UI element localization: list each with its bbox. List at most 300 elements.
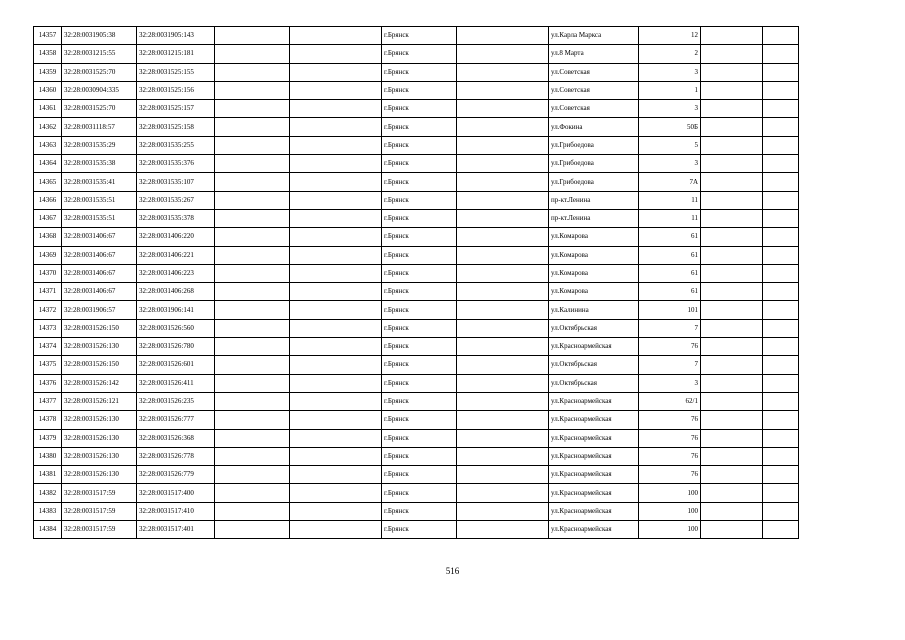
city-name: г.Брянск — [382, 155, 457, 173]
empty-cell — [701, 118, 763, 136]
empty-cell — [215, 319, 290, 337]
cadastral-number: 32:28:0031906:141 — [137, 301, 215, 319]
cadastral-number: 32:28:0031525:156 — [137, 81, 215, 99]
house-number: 76 — [639, 338, 701, 356]
city-name: г.Брянск — [382, 27, 457, 45]
empty-cell — [290, 100, 382, 118]
empty-cell — [215, 301, 290, 319]
row-number: 14357 — [34, 27, 62, 45]
cadastral-number: 32:28:0031526:780 — [137, 338, 215, 356]
empty-cell — [701, 45, 763, 63]
empty-cell — [215, 27, 290, 45]
table-row — [34, 136, 799, 154]
empty-cell — [215, 283, 290, 301]
table-row — [34, 484, 799, 502]
empty-cell — [457, 100, 549, 118]
cadastral-quarter: 32:28:0031535:38 — [62, 155, 137, 173]
empty-cell — [763, 338, 799, 356]
empty-cell — [763, 191, 799, 209]
empty-cell — [457, 521, 549, 539]
empty-cell — [215, 228, 290, 246]
cadastral-number: 32:28:0031215:181 — [137, 45, 215, 63]
empty-cell — [701, 521, 763, 539]
empty-cell — [215, 521, 290, 539]
cadastral-number: 32:28:0031535:378 — [137, 209, 215, 227]
empty-cell — [763, 228, 799, 246]
cadastral-quarter: 32:28:0031535:51 — [62, 191, 137, 209]
empty-cell — [290, 81, 382, 99]
empty-cell — [763, 136, 799, 154]
cadastral-number: 32:28:0031905:143 — [137, 27, 215, 45]
cadastral-quarter: 32:28:0031406:67 — [62, 246, 137, 264]
row-number: 14384 — [34, 521, 62, 539]
house-number: 1 — [639, 81, 701, 99]
empty-cell — [215, 466, 290, 484]
street-name: ул.Октябрьская — [549, 374, 639, 392]
empty-cell — [457, 27, 549, 45]
street-name: ул.Советская — [549, 81, 639, 99]
empty-cell — [701, 191, 763, 209]
street-name: ул.Комарова — [549, 264, 639, 282]
street-name: ул.Красноармейская — [549, 521, 639, 539]
empty-cell — [215, 45, 290, 63]
empty-cell — [701, 374, 763, 392]
house-number: 61 — [639, 228, 701, 246]
city-name: г.Брянск — [382, 246, 457, 264]
table-row — [34, 429, 799, 447]
street-name: ул.Красноармейская — [549, 447, 639, 465]
empty-cell — [215, 136, 290, 154]
row-number: 14370 — [34, 264, 62, 282]
house-number: 11 — [639, 209, 701, 227]
house-number: 100 — [639, 521, 701, 539]
empty-cell — [457, 118, 549, 136]
cadastral-quarter: 32:28:0031517:59 — [62, 521, 137, 539]
house-number: 101 — [639, 301, 701, 319]
empty-cell — [215, 338, 290, 356]
street-name: ул.Октябрьская — [549, 356, 639, 374]
street-name: ул.Советская — [549, 100, 639, 118]
city-name: г.Брянск — [382, 100, 457, 118]
empty-cell — [763, 246, 799, 264]
row-number: 14376 — [34, 374, 62, 392]
city-name: г.Брянск — [382, 191, 457, 209]
empty-cell — [215, 447, 290, 465]
table-row — [34, 246, 799, 264]
empty-cell — [457, 301, 549, 319]
house-number: 61 — [639, 246, 701, 264]
empty-cell — [763, 173, 799, 191]
city-name: г.Брянск — [382, 63, 457, 81]
empty-cell — [457, 63, 549, 81]
cadastral-quarter: 32:28:0031406:67 — [62, 264, 137, 282]
empty-cell — [215, 264, 290, 282]
row-number: 14373 — [34, 319, 62, 337]
house-number: 3 — [639, 100, 701, 118]
table-row — [34, 118, 799, 136]
table-row — [34, 191, 799, 209]
empty-cell — [763, 118, 799, 136]
table-row — [34, 155, 799, 173]
empty-cell — [457, 264, 549, 282]
cadastral-number: 32:28:0031526:235 — [137, 392, 215, 410]
row-number: 14383 — [34, 502, 62, 520]
city-name: г.Брянск — [382, 209, 457, 227]
city-name: г.Брянск — [382, 228, 457, 246]
row-number: 14369 — [34, 246, 62, 264]
empty-cell — [215, 411, 290, 429]
table-row — [34, 411, 799, 429]
empty-cell — [701, 209, 763, 227]
empty-cell — [215, 392, 290, 410]
row-number: 14359 — [34, 63, 62, 81]
empty-cell — [763, 209, 799, 227]
empty-cell — [701, 264, 763, 282]
cadastral-number: 32:28:0031406:221 — [137, 246, 215, 264]
house-number: 2 — [639, 45, 701, 63]
empty-cell — [290, 118, 382, 136]
city-name: г.Брянск — [382, 429, 457, 447]
empty-cell — [215, 429, 290, 447]
empty-cell — [215, 484, 290, 502]
empty-cell — [457, 246, 549, 264]
cadastral-quarter: 32:28:0031525:70 — [62, 100, 137, 118]
empty-cell — [290, 319, 382, 337]
house-number: 7 — [639, 319, 701, 337]
registry-table-body — [34, 27, 799, 539]
row-number: 14361 — [34, 100, 62, 118]
empty-cell — [457, 45, 549, 63]
empty-cell — [290, 209, 382, 227]
empty-cell — [763, 155, 799, 173]
street-name: пр-кт.Ленина — [549, 209, 639, 227]
empty-cell — [457, 209, 549, 227]
empty-cell — [701, 27, 763, 45]
cadastral-quarter: 32:28:0031526:130 — [62, 411, 137, 429]
empty-cell — [701, 411, 763, 429]
empty-cell — [763, 484, 799, 502]
row-number: 14368 — [34, 228, 62, 246]
page-number: 516 — [445, 566, 460, 576]
table-row — [34, 356, 799, 374]
empty-cell — [701, 319, 763, 337]
cadastral-number: 32:28:0031535:255 — [137, 136, 215, 154]
empty-cell — [763, 502, 799, 520]
row-number: 14371 — [34, 283, 62, 301]
street-name: ул.Красноармейская — [549, 502, 639, 520]
street-name: ул.Красноармейская — [549, 466, 639, 484]
empty-cell — [215, 356, 290, 374]
empty-cell — [215, 173, 290, 191]
table-row — [34, 27, 799, 45]
house-number: 61 — [639, 264, 701, 282]
street-name: ул.Красноармейская — [549, 429, 639, 447]
house-number: 100 — [639, 502, 701, 520]
empty-cell — [457, 429, 549, 447]
empty-cell — [290, 136, 382, 154]
city-name: г.Брянск — [382, 264, 457, 282]
city-name: г.Брянск — [382, 447, 457, 465]
empty-cell — [290, 392, 382, 410]
empty-cell — [701, 392, 763, 410]
empty-cell — [701, 81, 763, 99]
cadastral-quarter: 32:28:0031215:55 — [62, 45, 137, 63]
house-number: 50Б — [639, 118, 701, 136]
empty-cell — [290, 63, 382, 81]
cadastral-quarter: 32:28:0031906:57 — [62, 301, 137, 319]
city-name: г.Брянск — [382, 411, 457, 429]
table-row — [34, 228, 799, 246]
street-name: ул.Комарова — [549, 228, 639, 246]
empty-cell — [701, 338, 763, 356]
city-name: г.Брянск — [382, 173, 457, 191]
cadastral-number: 32:28:0031526:560 — [137, 319, 215, 337]
cadastral-number: 32:28:0031526:777 — [137, 411, 215, 429]
city-name: г.Брянск — [382, 502, 457, 520]
empty-cell — [701, 447, 763, 465]
empty-cell — [457, 283, 549, 301]
row-number: 14379 — [34, 429, 62, 447]
empty-cell — [457, 484, 549, 502]
house-number: 61 — [639, 283, 701, 301]
row-number: 14362 — [34, 118, 62, 136]
empty-cell — [215, 100, 290, 118]
empty-cell — [701, 356, 763, 374]
empty-cell — [290, 264, 382, 282]
city-name: г.Брянск — [382, 283, 457, 301]
empty-cell — [701, 484, 763, 502]
cadastral-quarter: 32:28:0031526:130 — [62, 447, 137, 465]
cadastral-quarter: 32:28:0031535:51 — [62, 209, 137, 227]
cadastral-number: 32:28:0031517:400 — [137, 484, 215, 502]
cadastral-quarter: 32:28:0031118:57 — [62, 118, 137, 136]
empty-cell — [763, 63, 799, 81]
street-name: ул.Советская — [549, 63, 639, 81]
cadastral-quarter: 32:28:0031535:29 — [62, 136, 137, 154]
city-name: г.Брянск — [382, 356, 457, 374]
cadastral-quarter: 32:28:0031406:67 — [62, 228, 137, 246]
table-row — [34, 502, 799, 520]
row-number: 14366 — [34, 191, 62, 209]
empty-cell — [290, 484, 382, 502]
house-number: 3 — [639, 374, 701, 392]
empty-cell — [701, 100, 763, 118]
empty-cell — [763, 429, 799, 447]
empty-cell — [701, 228, 763, 246]
city-name: г.Брянск — [382, 81, 457, 99]
row-number: 14360 — [34, 81, 62, 99]
row-number: 14364 — [34, 155, 62, 173]
empty-cell — [457, 502, 549, 520]
street-name: ул.Красноармейская — [549, 411, 639, 429]
empty-cell — [763, 521, 799, 539]
empty-cell — [215, 246, 290, 264]
house-number: 76 — [639, 411, 701, 429]
empty-cell — [215, 155, 290, 173]
cadastral-quarter: 32:28:0031517:59 — [62, 502, 137, 520]
cadastral-quarter: 32:28:0031526:150 — [62, 356, 137, 374]
city-name: г.Брянск — [382, 301, 457, 319]
empty-cell — [457, 155, 549, 173]
table-row — [34, 264, 799, 282]
empty-cell — [290, 411, 382, 429]
street-name: ул.Калинина — [549, 301, 639, 319]
table-row — [34, 338, 799, 356]
city-name: г.Брянск — [382, 136, 457, 154]
empty-cell — [763, 356, 799, 374]
empty-cell — [290, 228, 382, 246]
empty-cell — [763, 264, 799, 282]
empty-cell — [763, 45, 799, 63]
house-number: 62/1 — [639, 392, 701, 410]
house-number: 100 — [639, 484, 701, 502]
cadastral-number: 32:28:0031406:268 — [137, 283, 215, 301]
row-number: 14380 — [34, 447, 62, 465]
cadastral-number: 32:28:0031525:158 — [137, 118, 215, 136]
table-row — [34, 209, 799, 227]
row-number: 14377 — [34, 392, 62, 410]
empty-cell — [763, 319, 799, 337]
empty-cell — [457, 447, 549, 465]
empty-cell — [290, 338, 382, 356]
cadastral-quarter: 32:28:0030904:335 — [62, 81, 137, 99]
street-name: ул.8 Марта — [549, 45, 639, 63]
empty-cell — [290, 429, 382, 447]
empty-cell — [701, 136, 763, 154]
empty-cell — [701, 466, 763, 484]
house-number: 12 — [639, 27, 701, 45]
house-number: 3 — [639, 63, 701, 81]
empty-cell — [701, 63, 763, 81]
cadastral-number: 32:28:0031525:157 — [137, 100, 215, 118]
empty-cell — [290, 502, 382, 520]
table-row — [34, 63, 799, 81]
table-row — [34, 45, 799, 63]
house-number: 5 — [639, 136, 701, 154]
empty-cell — [290, 447, 382, 465]
empty-cell — [457, 173, 549, 191]
row-number: 14367 — [34, 209, 62, 227]
cadastral-quarter: 32:28:0031526:130 — [62, 466, 137, 484]
cadastral-number: 32:28:0031406:220 — [137, 228, 215, 246]
street-name: ул.Грибоедова — [549, 136, 639, 154]
cadastral-quarter: 32:28:0031526:130 — [62, 429, 137, 447]
row-number: 14381 — [34, 466, 62, 484]
row-number: 14382 — [34, 484, 62, 502]
empty-cell — [457, 228, 549, 246]
row-number: 14372 — [34, 301, 62, 319]
registry-table — [33, 26, 799, 539]
empty-cell — [457, 319, 549, 337]
city-name: г.Брянск — [382, 319, 457, 337]
empty-cell — [763, 447, 799, 465]
cadastral-number: 32:28:0031517:401 — [137, 521, 215, 539]
empty-cell — [457, 466, 549, 484]
table-row — [34, 283, 799, 301]
empty-cell — [215, 374, 290, 392]
empty-cell — [215, 191, 290, 209]
cadastral-number: 32:28:0031406:223 — [137, 264, 215, 282]
empty-cell — [763, 100, 799, 118]
cadastral-number: 32:28:0031526:779 — [137, 466, 215, 484]
cadastral-number: 32:28:0031526:368 — [137, 429, 215, 447]
table-row — [34, 319, 799, 337]
city-name: г.Брянск — [382, 484, 457, 502]
cadastral-number: 32:28:0031535:267 — [137, 191, 215, 209]
empty-cell — [763, 283, 799, 301]
cadastral-quarter: 32:28:0031526:142 — [62, 374, 137, 392]
empty-cell — [290, 521, 382, 539]
cadastral-quarter: 32:28:0031526:150 — [62, 319, 137, 337]
cadastral-number: 32:28:0031526:601 — [137, 356, 215, 374]
empty-cell — [457, 411, 549, 429]
empty-cell — [290, 356, 382, 374]
street-name: ул.Грибоедова — [549, 173, 639, 191]
empty-cell — [290, 45, 382, 63]
empty-cell — [290, 173, 382, 191]
street-name: ул.Комарова — [549, 246, 639, 264]
row-number: 14375 — [34, 356, 62, 374]
empty-cell — [701, 246, 763, 264]
empty-cell — [457, 338, 549, 356]
table-row — [34, 521, 799, 539]
empty-cell — [763, 301, 799, 319]
empty-cell — [215, 502, 290, 520]
house-number: 7 — [639, 356, 701, 374]
empty-cell — [763, 466, 799, 484]
table-row — [34, 466, 799, 484]
cadastral-number: 32:28:0031535:376 — [137, 155, 215, 173]
empty-cell — [290, 246, 382, 264]
empty-cell — [701, 429, 763, 447]
table-row — [34, 447, 799, 465]
empty-cell — [763, 27, 799, 45]
street-name: пр-кт.Ленина — [549, 191, 639, 209]
street-name: ул.Октябрьская — [549, 319, 639, 337]
empty-cell — [457, 374, 549, 392]
row-number: 14358 — [34, 45, 62, 63]
house-number: 76 — [639, 466, 701, 484]
empty-cell — [215, 118, 290, 136]
empty-cell — [290, 466, 382, 484]
cadastral-number: 32:28:0031525:155 — [137, 63, 215, 81]
empty-cell — [701, 173, 763, 191]
empty-cell — [290, 283, 382, 301]
street-name: ул.Красноармейская — [549, 392, 639, 410]
city-name: г.Брянск — [382, 466, 457, 484]
cadastral-quarter: 32:28:0031526:130 — [62, 338, 137, 356]
street-name: ул.Карла Маркса — [549, 27, 639, 45]
empty-cell — [763, 392, 799, 410]
street-name: ул.Фокина — [549, 118, 639, 136]
street-name: ул.Красноармейская — [549, 338, 639, 356]
row-number: 14363 — [34, 136, 62, 154]
empty-cell — [215, 209, 290, 227]
row-number: 14374 — [34, 338, 62, 356]
house-number: 7А — [639, 173, 701, 191]
table-row — [34, 374, 799, 392]
city-name: г.Брянск — [382, 45, 457, 63]
cadastral-quarter: 32:28:0031535:41 — [62, 173, 137, 191]
house-number: 76 — [639, 447, 701, 465]
cadastral-quarter: 32:28:0031406:67 — [62, 283, 137, 301]
table-row — [34, 301, 799, 319]
empty-cell — [701, 502, 763, 520]
empty-cell — [290, 374, 382, 392]
city-name: г.Брянск — [382, 338, 457, 356]
empty-cell — [701, 301, 763, 319]
cadastral-number: 32:28:0031526:411 — [137, 374, 215, 392]
